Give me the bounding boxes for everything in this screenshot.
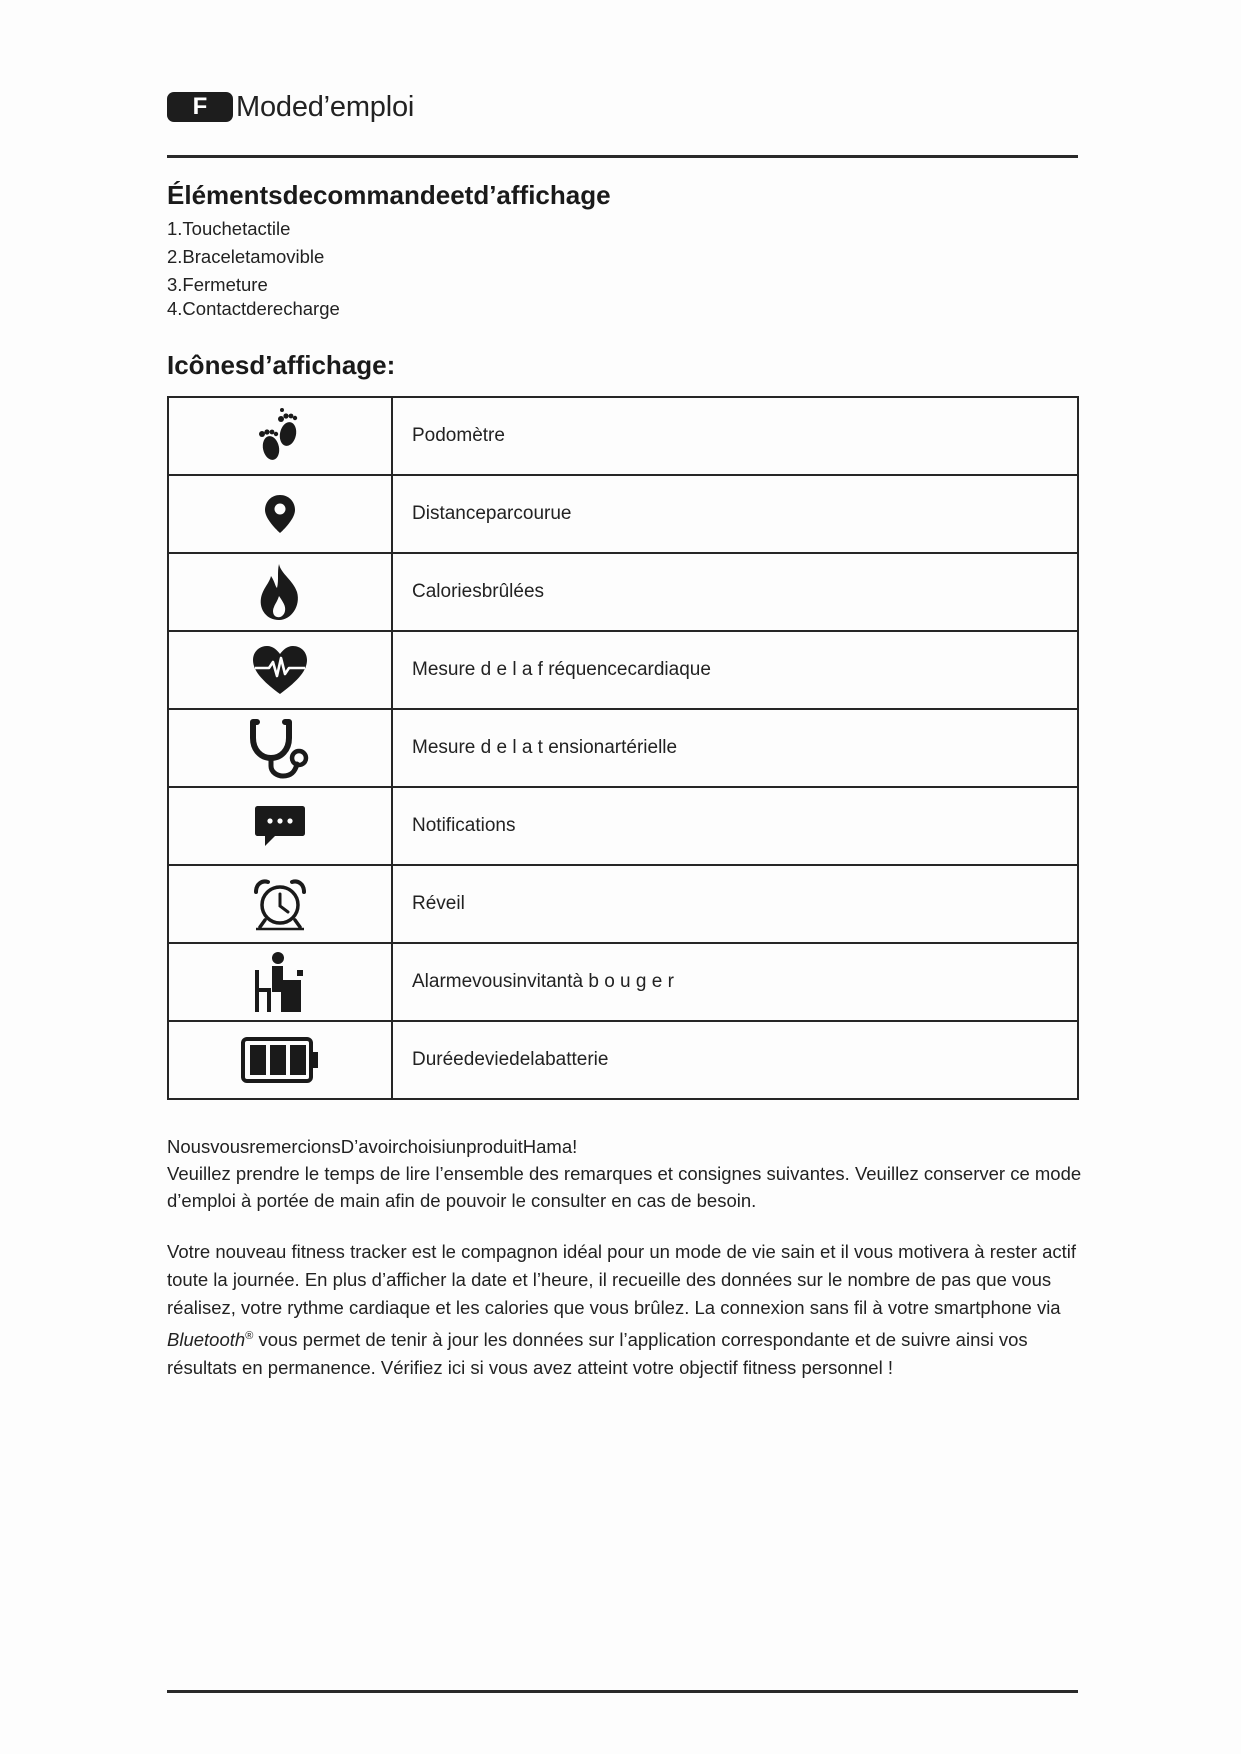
page-header	[167, 86, 414, 128]
sitting-person-icon	[253, 950, 307, 1014]
footprints-icon	[252, 405, 308, 467]
icon-label: Duréedeviedelabatterie	[392, 1021, 1078, 1099]
bluetooth-word: Bluetooth	[167, 1329, 246, 1351]
list-item: 2.Braceletamovible	[167, 246, 325, 267]
table-row	[168, 1021, 1078, 1099]
instructions-line: Veuillez prendre le temps de lire l’ensemble des remarques et consignes suivantes. Veuillez conserver ce mode d’emploi à portée de main afin de pouvoir le consulter en cas de besoin.	[167, 1163, 1082, 1211]
heart-rate-icon	[251, 644, 309, 696]
intro-text	[167, 1133, 1087, 1214]
table-row	[168, 943, 1078, 1021]
thanks-line: NousvousremercionsD’avoirchoisiunproduitHama!	[167, 1136, 578, 1157]
table-row	[168, 787, 1078, 865]
flame-icon	[255, 562, 305, 622]
list-item: 1.Touchetactile	[167, 218, 291, 239]
icon-label: Distanceparcourue	[392, 475, 1078, 553]
header-divider	[167, 155, 1078, 158]
icon-label: Podomètre	[392, 397, 1078, 475]
list-item: 4.Contactderecharge	[167, 298, 340, 319]
icon-label: Notifications	[392, 787, 1078, 865]
table-row	[168, 553, 1078, 631]
controls-heading: Élémentsdecommandeetd’affichage	[167, 180, 611, 210]
header-title: Moded’emploi	[236, 90, 415, 123]
icon-label: Caloriesbrûlées	[392, 553, 1078, 631]
description-part-1: Votre nouveau fitness tracker est le compagnon idéal pour un mode de vie sain et il vous motivera à rester actif toute la journée. En plus d’afficher la date et l’heure, il recueille des données sur le nombre de pas que vous réalisez, votre rythme cardiaque et les calories que vous brûlez. La connexion sans fil à votre smartphone via	[167, 1241, 1077, 1318]
icon-label: Mesure d e l a t ensionartérielle	[392, 709, 1078, 787]
language-badge: F	[167, 92, 233, 122]
table-row	[168, 865, 1078, 943]
description-paragraph	[167, 1238, 1087, 1382]
description-part-2: vous permet de tenir à jour les données sur l’application correspondante et de suivre ainsi vos résultats en permanence. Vérifiez ici si vous avez atteint votre objectif fitness personnel !	[167, 1329, 1028, 1379]
battery-icon	[240, 1036, 320, 1084]
list-item: 3.Fermeture	[167, 274, 268, 295]
alarm-clock-icon	[250, 876, 310, 932]
table-row	[168, 709, 1078, 787]
icons-heading: Icônesd’affichage:	[167, 350, 396, 380]
table-row	[168, 631, 1078, 709]
icon-label: Alarmevousinvitantà b o u g e r	[392, 943, 1078, 1021]
icon-label: Mesure d e l a f réquencecardiaque	[392, 631, 1078, 709]
footer-divider	[167, 1690, 1078, 1693]
table-row	[168, 475, 1078, 553]
stethoscope-icon	[247, 716, 313, 780]
registered-mark: ®	[245, 1330, 254, 1342]
controls-list	[167, 215, 340, 323]
location-pin-icon	[263, 493, 297, 535]
chat-bubble-icon	[253, 804, 307, 848]
icons-table	[167, 396, 1079, 1100]
table-row	[168, 397, 1078, 475]
icon-label: Réveil	[392, 865, 1078, 943]
